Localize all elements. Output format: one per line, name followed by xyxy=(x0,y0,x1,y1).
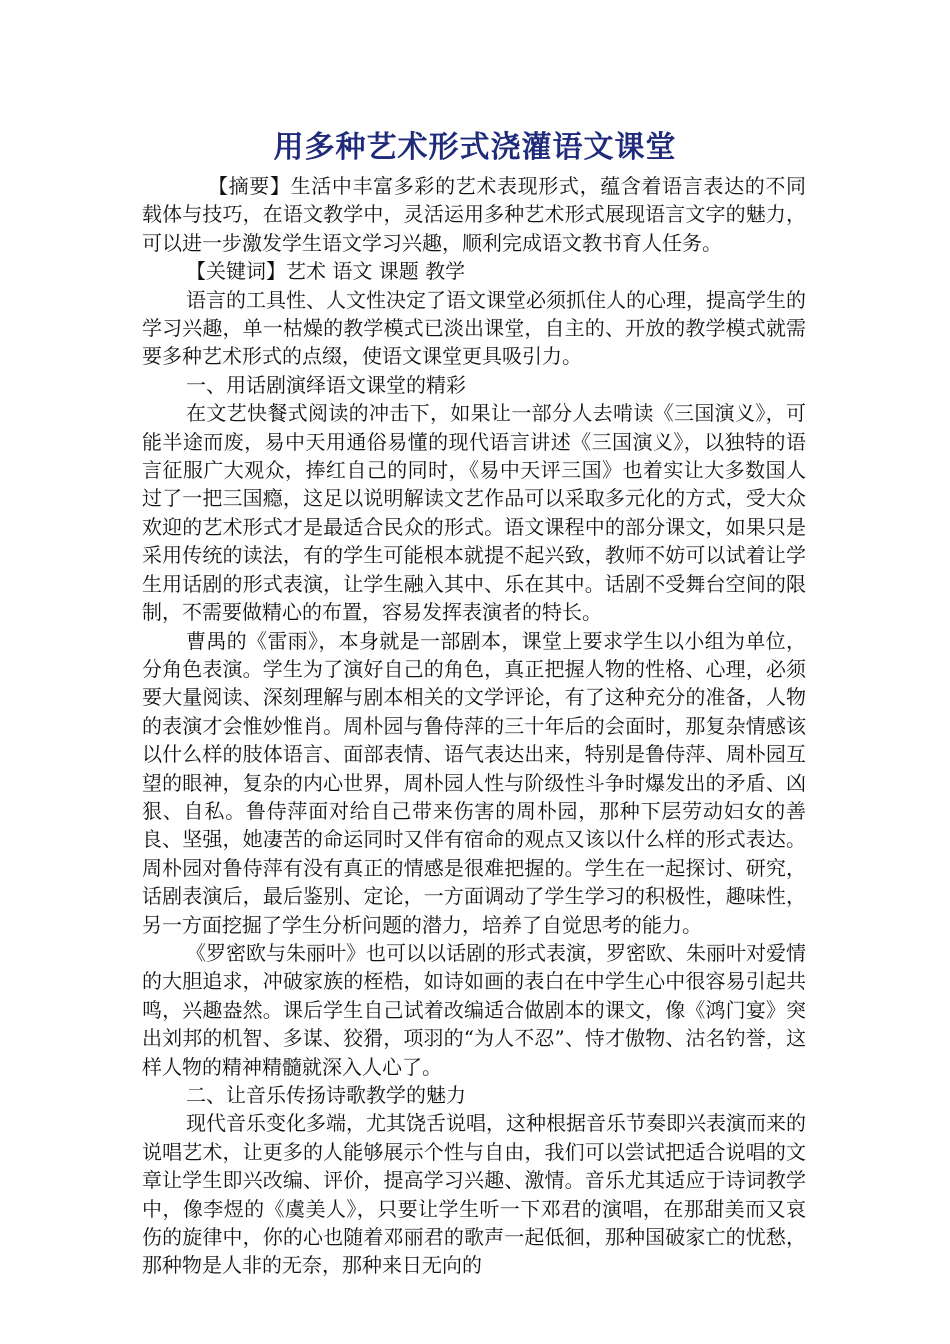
section2-paragraph-1: 现代音乐变化多端，尤其饶舌说唱，这种根据音乐节奏即兴表演而来的说唱艺术，让更多的人能够展示个性与自由，我们可以尝试把适合说唱的文章让学生即兴改编、评价，提高学习兴趣、激情。音乐尤其适应于诗词教学中，像李煜的《虞美人》，只要让学生听一下邓君的演唱，在那甜美而又哀伤的旋律中，你的心也随着邓丽君的歌声一起低徊，那种国破家亡的忧愁，那种物是人非的无奈，那种来日无向的 xyxy=(142,1111,806,1278)
section-heading-1: 一、用话剧演绎语文课堂的精彩 xyxy=(186,372,466,397)
document-title: 用多种艺术形式浇灌语文课堂 xyxy=(273,130,677,165)
document-body xyxy=(142,172,806,1280)
section1-paragraph-1: 在文艺快餐式阅读的冲击下，如果让一部分人去啃读《三国演义》，可能半途而废，易中天用通俗易懂的现代语言讲述《三国演义》，以独特的语言征服广大观众，捧红自己的同时，《易中天评三国》也着实让大多数国人过了一把三国瘾，这足以说明解读文艺作品可以采取多元化的方式，受大众欢迎的艺术形式才是最适合民众的形式。语文课程中的部分课文，如果只是采用传统的读法，有的学生可能根本就提不起兴致，教师不妨可以试着让学生用话剧的形式表演，让学生融入其中、乐在其中。话剧不受舞台空间的限制，不需要做精心的布置，容易发挥表演者的特长。 xyxy=(142,401,806,625)
intro-paragraph: 语言的工具性、人文性决定了语文课堂必须抓住人的心理，提高学生的学习兴趣，单一枯燥的教学模式已淡出课堂，自主的、开放的教学模式就需要多种艺术形式的点缀，使语文课堂更具吸引力。 xyxy=(142,287,806,369)
keywords-paragraph: 【关键词】艺术 语文 课题 教学 xyxy=(186,259,466,284)
section-heading-2: 二、让音乐传扬诗歌教学的魅力 xyxy=(186,1083,466,1107)
section1-paragraph-2: 曹禺的《雷雨》，本身就是一部剧本，课堂上要求学生以小组为单位，分角色表演。学生为了演好自己的角色，真正把握人物的性格、心理，必须要大量阅读、深刻理解与剧本相关的文学评论，有了这种充分的准备，人物的表演才会惟妙惟肖。周朴园与鲁侍萍的三十年后的会面时，那复杂情感该以什么样的肢体语言、面部表情、语气表达出来，特别是鲁侍萍、周朴园互望的眼神，复杂的内心世界，周朴园人性与阶级性斗争时爆发出的矛盾、凶狠、自私。鲁侍萍面对给自己带来伤害的周朴园，那种下层劳动妇女的善良、坚强，她凄苦的命运同时又伴有宿命的观点又该以什么样的形式表达。周朴园对鲁侍萍有没有真正的情感是很难把握的。学生在一起探讨、研究，话剧表演后，最后鉴别、定论，一方面调动了学生学习的积极性，趣味性，另一方面挖掘了学生分析问题的潜力，培养了自觉思考的能力。 xyxy=(142,628,806,937)
abstract-paragraph: 【摘要】生活中丰富多彩的艺术表现形式，蕴含着语言表达的不同载体与技巧，在语文教学中，灵活运用多种艺术形式展现语言文字的魅力，可以进一步激发学生语文学习兴趣，顺利完成语文教书育人任务。 xyxy=(142,174,806,255)
section1-paragraph-3: 《罗密欧与朱丽叶》也可以以话剧的形式表演，罗密欧、朱丽叶对爱情的大胆追求，冲破家族的桎梏，如诗如画的表白在中学生心中很容易引起共鸣，兴趣盎然。课后学生自己试着改编适合做剧本的课文，像《鸿门宴》突出刘邦的机智、多谋、狡猾，项羽的“为人不忍”、恃才傲物、沽名钓誉，这样人物的精神精髓就深入人心了。 xyxy=(142,940,806,1079)
